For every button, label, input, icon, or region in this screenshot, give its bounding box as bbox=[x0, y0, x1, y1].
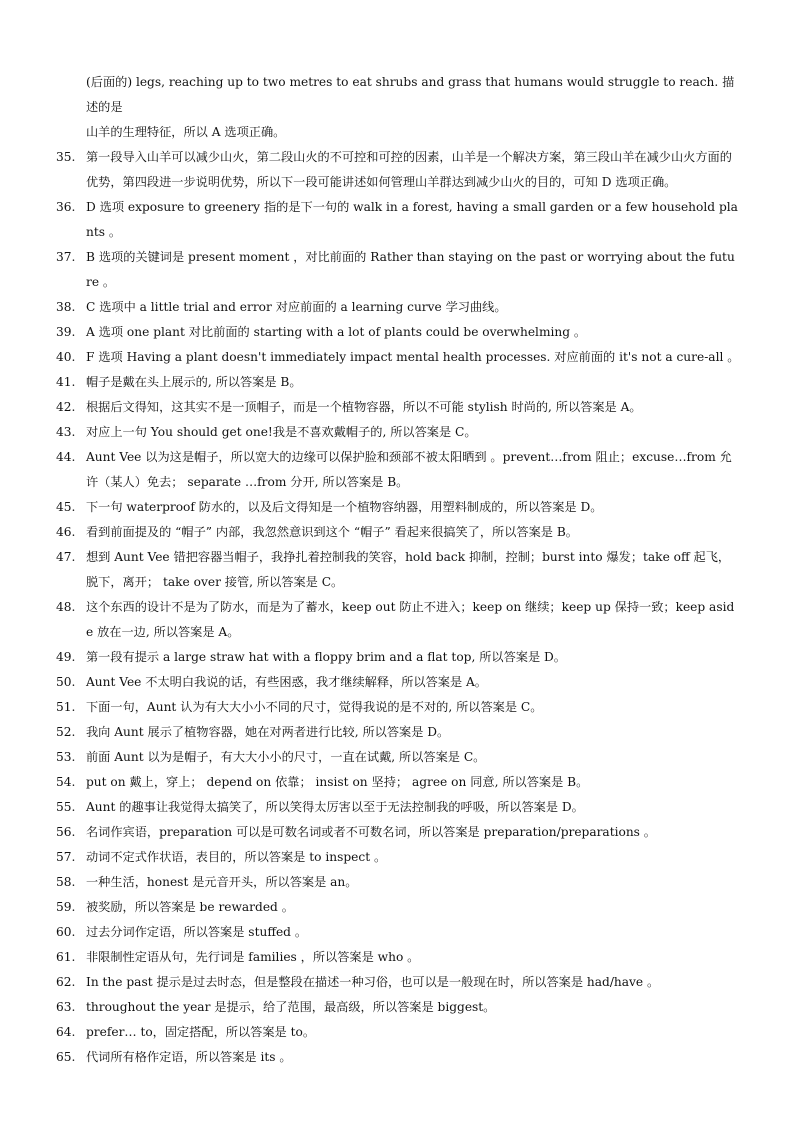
explanation-item bbox=[56, 320, 740, 345]
question-number: 53. bbox=[56, 750, 76, 764]
explanation-item bbox=[56, 970, 740, 995]
explanation-text: In the past 提示是过去时态，但是整段在描述一种习俗，也可以是一般现在时，所以答案是 had/have 。 bbox=[86, 975, 660, 989]
question-number: 59. bbox=[56, 900, 76, 914]
question-number: 37. bbox=[56, 250, 76, 264]
question-number: 57. bbox=[56, 850, 76, 864]
explanation-item bbox=[56, 945, 740, 970]
explanation-item bbox=[56, 195, 740, 245]
explanation-item bbox=[56, 295, 740, 320]
explanation-text: 第一段导入山羊可以减少山火，第二段山火的不可控和可控的因素，山羊是一个解决方案，第三段山羊在减少山火方面的优势，第四段进一步说明优势，所以下一段可能讲述如何管理山羊群达到减少山火的目的，可知 D 选项正确。 bbox=[86, 150, 732, 189]
explanation-item bbox=[56, 995, 740, 1020]
explanation-text: 名词作宾语，preparation 可以是可数名词或者不可数名词，所以答案是 preparation/preparations 。 bbox=[86, 825, 656, 839]
explanation-text: 第一段有提示 a large straw hat with a floppy brim and a flat top, 所以答案是 D。 bbox=[86, 650, 566, 664]
explanation-item bbox=[56, 870, 740, 895]
explanation-text: 根据后文得知，这其实不是一顶帽子，而是一个植物容器，所以不可能 stylish 时尚的, 所以答案是 A。 bbox=[86, 400, 642, 414]
explanation-item bbox=[56, 520, 740, 545]
explanation-item bbox=[56, 645, 740, 670]
explanation-item bbox=[56, 895, 740, 920]
explanation-text: 代词所有格作定语，所以答案是 its 。 bbox=[86, 1050, 292, 1064]
explanation-item bbox=[56, 845, 740, 870]
explanation-text: 下面一句，Aunt 认为有大大小小不同的尺寸，觉得我说的是不对的, 所以答案是 C。 bbox=[86, 700, 543, 714]
question-number: 36. bbox=[56, 200, 76, 214]
question-number: 65. bbox=[56, 1050, 76, 1064]
question-number: 62. bbox=[56, 975, 76, 989]
explanation-item bbox=[56, 1045, 740, 1070]
explanation-item bbox=[56, 545, 740, 595]
explanation-item bbox=[56, 370, 740, 395]
explanation-text: 下一句 waterproof 防水的，以及后文得知是一个植物容纳器，用塑料制成的，所以答案是 D。 bbox=[86, 500, 603, 514]
explanation-item bbox=[56, 420, 740, 445]
question-number: 63. bbox=[56, 1000, 76, 1014]
explanation-text: 帽子是戴在头上展示的, 所以答案是 B。 bbox=[86, 375, 302, 389]
explanation-text: 非限制性定语从句，先行词是 families ，所以答案是 who 。 bbox=[86, 950, 420, 964]
explanation-item bbox=[56, 770, 740, 795]
explanation-text: 前面 Aunt 以为是帽子，有大大小小的尺寸，一直在试戴, 所以答案是 C。 bbox=[86, 750, 486, 764]
explanation-text: Aunt 的趣事让我觉得太搞笑了，所以笑得太厉害以至于无法控制我的呼吸，所以答案是 D。 bbox=[86, 800, 584, 814]
explanation-item bbox=[56, 720, 740, 745]
explanation-text: 被奖励，所以答案是 be rewarded 。 bbox=[86, 900, 294, 914]
explanation-text: 这个东西的设计不是为了防水，而是为了蓄水，keep out 防止不进入；keep on 继续；keep up 保持一致；keep aside 放在一边, 所以答案是 A。 bbox=[86, 600, 735, 639]
explanation-text: Aunt Vee 以为这是帽子，所以宽大的边缘可以保护脸和颈部不被太阳晒到 。prevent…from 阻止；excuse…from 允许（某人）免去； separate …from 分开, 所以答案是 B。 bbox=[86, 450, 732, 489]
question-number: 55. bbox=[56, 800, 76, 814]
explanation-text: 我向 Aunt 展示了植物容器，她在对两者进行比较, 所以答案是 D。 bbox=[86, 725, 450, 739]
explanation-text: 对应上一句 You should get one!我是不喜欢戴帽子的, 所以答案是 C。 bbox=[86, 425, 477, 439]
explanation-item bbox=[56, 1020, 740, 1045]
explanation-text: 一种生活，honest 是元音开头，所以答案是 an。 bbox=[86, 875, 358, 889]
explanation-text: Aunt Vee 不太明白我说的话，有些困惑，我才继续解释，所以答案是 A。 bbox=[86, 675, 487, 689]
question-number: 42. bbox=[56, 400, 76, 414]
explanation-text: B 选项的关键词是 present moment ，对比前面的 Rather than staying on the past or worrying about the future 。 bbox=[86, 250, 735, 289]
explanation-item bbox=[56, 345, 740, 370]
explanation-item bbox=[56, 820, 740, 845]
explanation-item bbox=[56, 245, 740, 295]
question-number: 35. bbox=[56, 150, 76, 164]
explanation-text: F 选项 Having a plant doesn't immediately impact mental health processes. 对应前面的 it's not a cure-all 。 bbox=[86, 350, 740, 364]
question-number: 60. bbox=[56, 925, 76, 939]
explanation-text: throughout the year 是提示，给了范围，最高级，所以答案是 biggest。 bbox=[86, 1000, 496, 1014]
question-number: 44. bbox=[56, 450, 76, 464]
explanation-item bbox=[56, 395, 740, 420]
question-number: 58. bbox=[56, 875, 76, 889]
question-number: 54. bbox=[56, 775, 76, 789]
explanation-item bbox=[56, 695, 740, 720]
explanation-text: 看到前面提及的 “帽子” 内部，我忽然意识到这个 “帽子” 看起来很搞笑了，所以答案是 B。 bbox=[86, 525, 578, 539]
question-number: 61. bbox=[56, 950, 76, 964]
question-number: 49. bbox=[56, 650, 76, 664]
explanation-item bbox=[56, 745, 740, 770]
explanation-item bbox=[56, 445, 740, 495]
question-number: 40. bbox=[56, 350, 76, 364]
explanation-item bbox=[56, 795, 740, 820]
question-number: 52. bbox=[56, 725, 76, 739]
question-number: 51. bbox=[56, 700, 76, 714]
explanation-text: 过去分词作定语，所以答案是 stuffed 。 bbox=[86, 925, 308, 939]
question-number: 46. bbox=[56, 525, 76, 539]
intro-line-2: 山羊的生理特征，所以 A 选项正确。 bbox=[86, 125, 286, 139]
question-number: 50. bbox=[56, 675, 76, 689]
explanation-item bbox=[56, 495, 740, 520]
question-number: 64. bbox=[56, 1025, 76, 1039]
explanation-text: A 选项 one plant 对比前面的 starting with a lot of plants could be overwhelming 。 bbox=[86, 325, 587, 339]
explanation-text: put on 戴上，穿上； depend on 依靠； insist on 坚持； agree on 同意, 所以答案是 B。 bbox=[86, 775, 589, 789]
explanation-item bbox=[56, 670, 740, 695]
question-number: 48. bbox=[56, 600, 76, 614]
explanation-text: 想到 Aunt Vee 错把容器当帽子，我挣扎着控制我的笑容，hold back 抑制，控制；burst into 爆发；take off 起飞，脱下，离开； take over 接管, 所以答案是 C。 bbox=[86, 550, 731, 589]
question-number: 45. bbox=[56, 500, 76, 514]
explanation-text: C 选项中 a little trial and error 对应前面的 a learning curve 学习曲线。 bbox=[86, 300, 507, 314]
question-number: 47. bbox=[56, 550, 76, 564]
question-number: 56. bbox=[56, 825, 76, 839]
explanation-text: 动词不定式作状语，表目的，所以答案是 to inspect 。 bbox=[86, 850, 387, 864]
explanation-item bbox=[56, 145, 740, 195]
explanation-text: prefer… to，固定搭配，所以答案是 to。 bbox=[86, 1025, 316, 1039]
explanation-text: D 选项 exposure to greenery 指的是下一句的 walk in a forest, having a small garden or a few household plants 。 bbox=[86, 200, 738, 239]
explanation-list bbox=[56, 145, 740, 1070]
question-number: 38. bbox=[56, 300, 76, 314]
intro-line-1: (后面的) legs, reaching up to two metres to eat shrubs and grass that humans would struggle to reach. 描述的是 bbox=[86, 75, 735, 114]
question-number: 41. bbox=[56, 375, 76, 389]
explanation-item bbox=[56, 595, 740, 645]
question-number: 43. bbox=[56, 425, 76, 439]
explanation-item bbox=[56, 920, 740, 945]
question-number: 39. bbox=[56, 325, 76, 339]
